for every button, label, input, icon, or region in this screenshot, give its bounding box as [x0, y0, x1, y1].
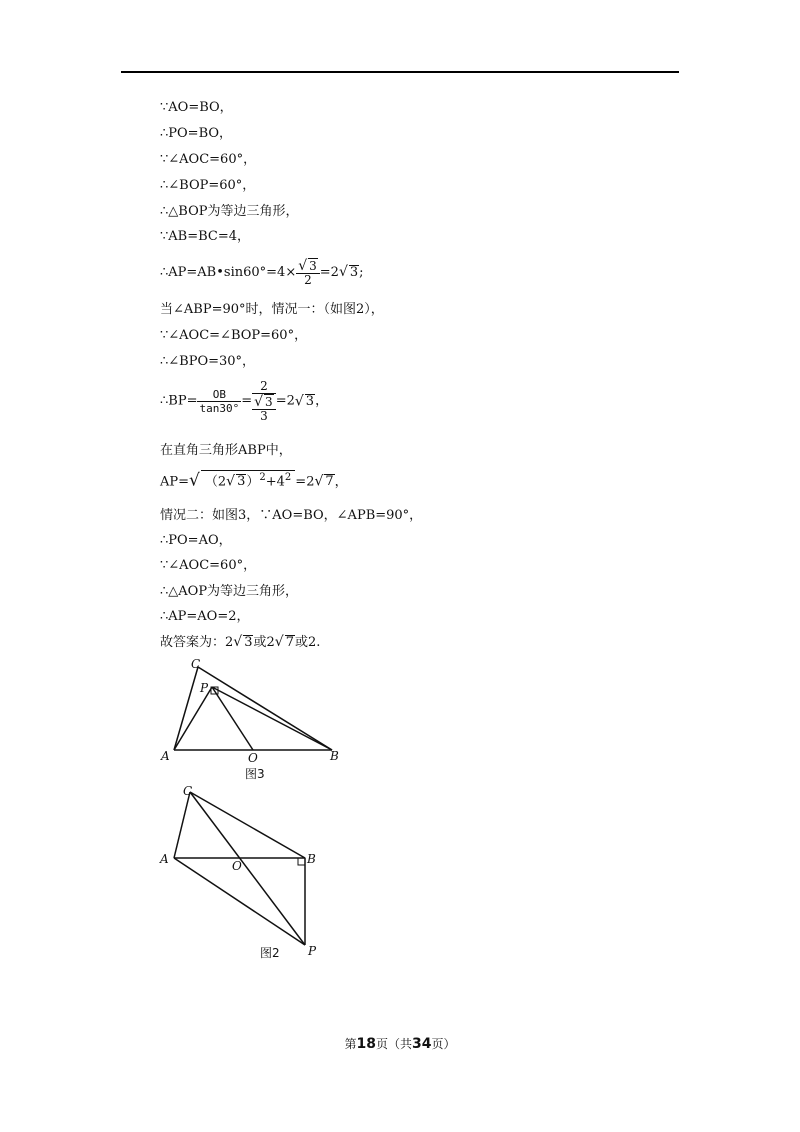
line-equilateral-aop: ∴△AOP为等边三角形， [160, 584, 299, 599]
figure-3-caption: 图3 [245, 767, 265, 781]
line-right-triangle: 在直角三角形ABP中， [160, 443, 292, 458]
line-angle-equal: ∵∠AOC=∠BOP=60°， [160, 328, 308, 343]
line-po-bo: ∴PO=BO， [160, 126, 233, 141]
header-rule [121, 71, 679, 73]
line-angle-bop: ∴∠BOP=60°， [160, 178, 256, 193]
line-angle-aoc-2: ∵∠AOC=60°， [160, 558, 257, 573]
line-angle-bpo: ∴∠BPO=30°， [160, 354, 256, 369]
line-case-one: 当∠ABP=90°时，情况一：（如图2）， [160, 302, 384, 317]
line-ao-bo: ∵AO=BO， [160, 100, 233, 115]
fraction: $\frac{OB}{\tan 30^\circ}$ [199, 388, 240, 415]
fig2-label-a: A [160, 852, 169, 866]
page-number: 18 [356, 1036, 376, 1052]
formula-ap-sqrt: AP=√ （2√ $3)^2+4^2 =2√$ 7， [160, 470, 348, 491]
line-equilateral-bop: ∴△BOP为等边三角形， [160, 204, 299, 219]
answer-line: 故答案为：2√ 3或2√ 7或2. [160, 634, 321, 650]
figure-2-caption: 图2 [260, 946, 280, 960]
fig3-label-a: A [161, 749, 170, 763]
fig2-label-o: O [232, 859, 242, 873]
fig2-label-b: B [307, 852, 316, 866]
fig2-label-p: P [308, 944, 317, 958]
line-ab-bc: ∵AB=BC=4， [160, 229, 251, 244]
formula-ap-sin60: ∴AP=AB•sin60°=4× $\frac{√ 3}{2}$ =2√ 3; [160, 258, 364, 287]
total-pages: 34 [412, 1036, 432, 1052]
line-po-ao: ∴PO=AO， [160, 533, 232, 548]
line-angle-aoc: ∵∠AOC=60°， [160, 152, 257, 167]
fig3-label-o: O [248, 751, 258, 765]
formula-bp-tan30: ∴BP= $\frac{OB}{\tan 30^\circ}$ = 2 √ 3 3 =2√ 3， [160, 379, 329, 423]
fig3-label-c: C [191, 657, 201, 671]
fig2-label-c: C [183, 784, 193, 798]
fig3-label-b: B [330, 749, 339, 763]
line-ap-ao: ∴AP=AO=2， [160, 609, 250, 624]
page-footer: 第18页（共34页） [344, 1036, 456, 1052]
fig3-label-p: P [200, 681, 209, 695]
fraction: 2 √ 3 3 [252, 380, 276, 423]
fraction: $\frac{√ 3}{2}$ [296, 258, 320, 287]
line-case-two: 情况二：如图3，∵AO=BO，∠APB=90°， [160, 508, 423, 523]
